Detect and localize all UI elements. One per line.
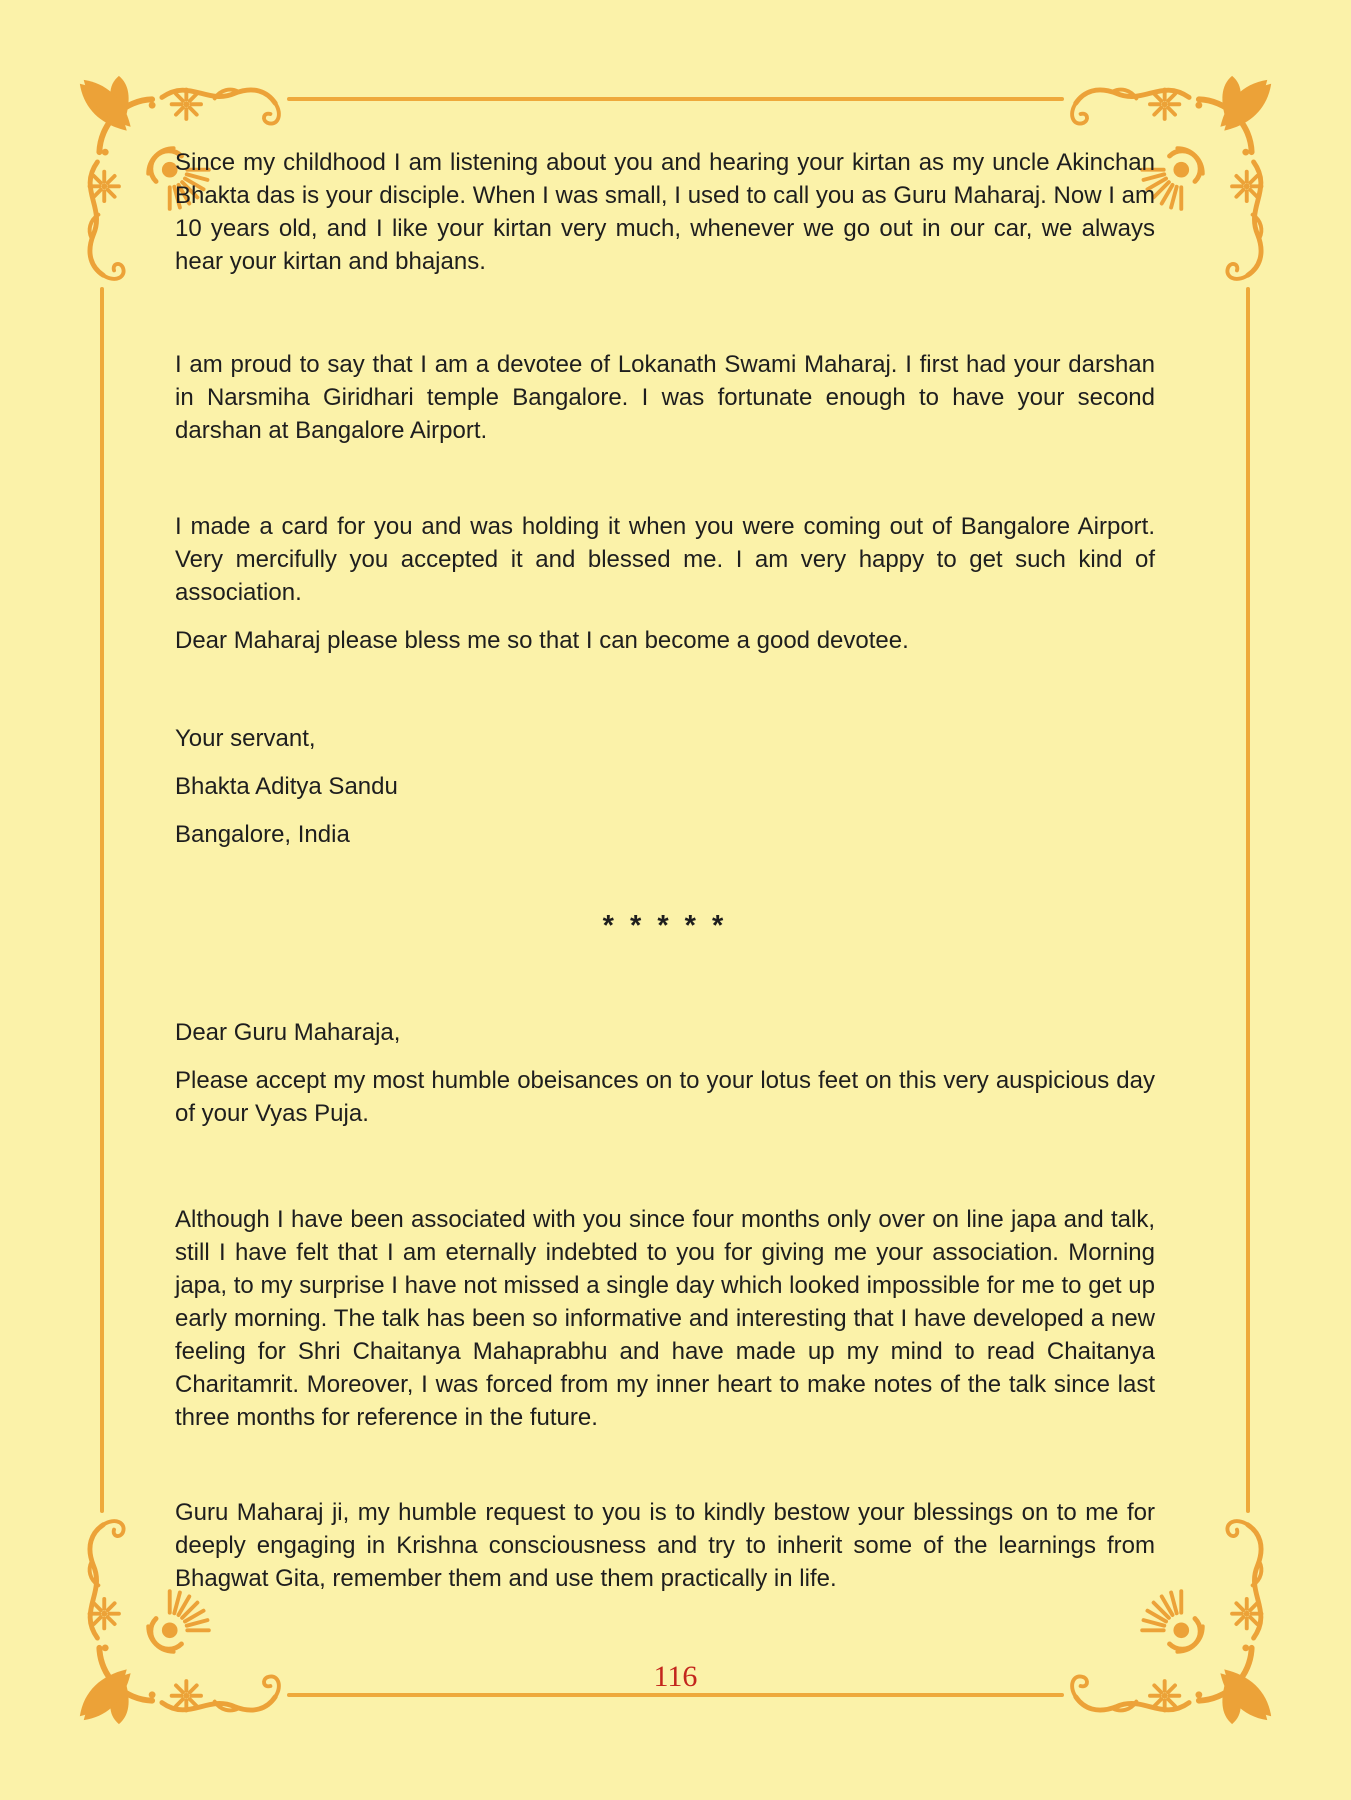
- letter2-paragraph-3: Guru Maharaj ji, my humble request to you is to kindly bestow your blessings on to me for deeply engaging in Krishna consciousness and try to inherit some of the learnings from Bhagwat Gita, remember them and use them practically in life.: [175, 1499, 1155, 1592]
- letter1-paragraph-3: I made a card for you and was holding it when you were coming out of Bangalore Airport. Very mercifully you accepted it and blessed me. I am very happy to get such kind of association.: [175, 513, 1155, 606]
- signature-closing: Your servant,: [175, 725, 316, 752]
- letter2-salutation: Dear Guru Maharaja,: [175, 1019, 401, 1046]
- signature-name: Bhakta Aditya Sandu: [175, 773, 398, 800]
- page-number: 116: [653, 1660, 698, 1693]
- letter1-paragraph-1: Since my childhood I am listening about you and hearing your kirtan as my uncle Akinchan Bhakta das is your disciple. When I was small, I used to call you as Guru Maharaj. Now I am 10 years old, and I like your kirtan very much, whenever we go out in our car, we always hear your kirtan and bhajans.: [175, 149, 1155, 275]
- letter2-paragraph-2: Although I have been associated with you since four months only over on line japa and talk, still I have felt that I am eternally indebted to you for giving me your association. Morning japa, to my surprise I have not missed a single day which looked impossible for me to get up early morning. The talk has been so informative and interesting that I have developed a new feeling for Shri Chaitanya Mahaprabhu and have made up my mind to read Chaitanya Charitamrit. Moreover, I was forced from my inner heart to make notes of the talk since last three months for reference in the future.: [175, 1206, 1155, 1431]
- border-left-line: [100, 287, 104, 1513]
- signature-place: Bangalore, India: [175, 821, 350, 848]
- asterisk-separator: * * * * *: [602, 910, 728, 942]
- border-right-line: [1246, 287, 1250, 1513]
- border-top-line: [287, 97, 1064, 101]
- letter2-paragraph-1: Please accept my most humble obeisances on to your lotus feet on this very auspicious day of your Vyas Puja.: [175, 1067, 1155, 1127]
- letter1-paragraph-4: Dear Maharaj please bless me so that I can become a good devotee.: [175, 627, 909, 654]
- letter1-paragraph-2: I am proud to say that I am a devotee of Lokanath Swami Maharaj. I first had your darshan in Narsmiha Giridhari temple Bangalore. I was fortunate enough to have your second darshan at Bangalore Airport.: [175, 351, 1155, 444]
